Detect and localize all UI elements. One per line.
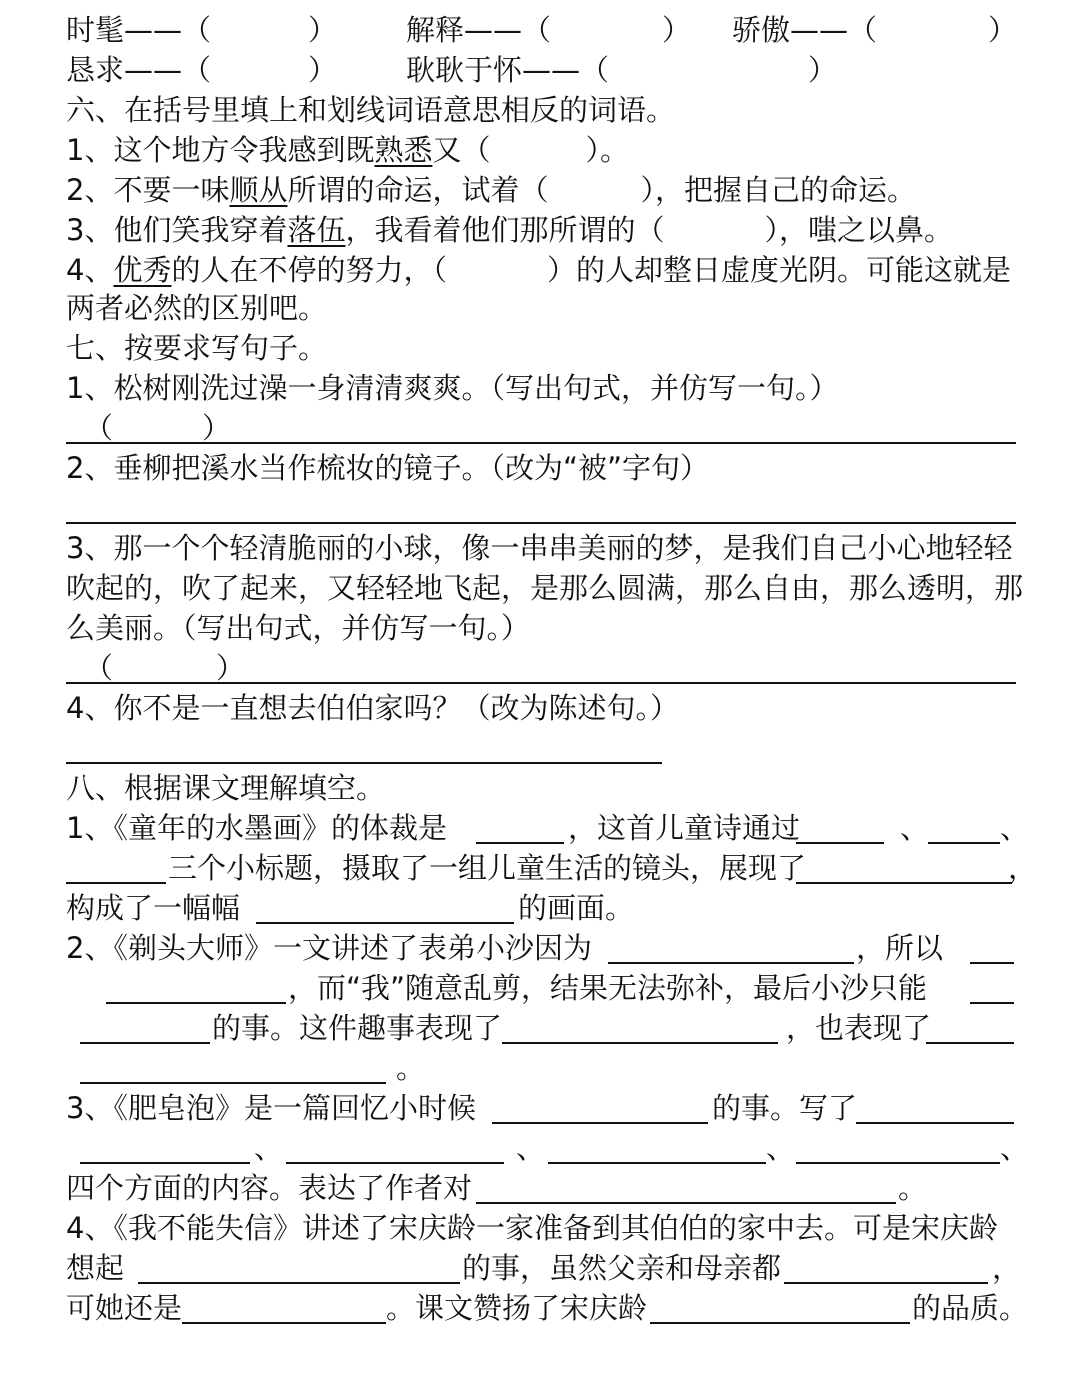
sec8-q1-text: 的画面。 (518, 891, 635, 925)
sec8-q2-text: 的事。这件趣事表现了 (212, 1011, 503, 1045)
sec8-q2-text: ，而“我”随意乱剪，结果无法弥补，最后小沙只能 (288, 971, 928, 1005)
sec8-q3-text: 的事。写了 (712, 1091, 858, 1125)
section-8-heading: 八、根据课文理解填空。 (66, 771, 386, 805)
sec8-q1-text: ， (1008, 851, 1038, 885)
fill-blank[interactable] (66, 882, 166, 884)
fill-blank[interactable] (182, 1322, 386, 1324)
sec8-q4-text: ， (992, 1251, 1022, 1285)
sec8-q2-text: ，也表现了 (786, 1011, 932, 1045)
pattern-paren-open: （ (84, 411, 114, 445)
fill-blank[interactable] (796, 882, 1012, 884)
sec6-question-2: 2、不要一味顺从所谓的命运，试着（ ），把握自己的命运。 (66, 173, 916, 207)
vocab-close-paren: ） (308, 13, 338, 47)
sec8-q1-text: 构成了一幅幅 (66, 891, 241, 925)
sec8-q2-text: 2、《剃头大师》一文讲述了表弟小沙因为 (66, 931, 592, 965)
sec7-question-3-line1: 3、那一个个轻清脆丽的小球，像一串串美丽的梦，是我们自己小心地轻轻 (66, 531, 1013, 565)
fill-blank[interactable] (476, 842, 564, 844)
sec8-q3-text: 。 (898, 1171, 928, 1205)
sec8-q4-text: 想起 (66, 1251, 125, 1285)
section-7-heading: 七、按要求写句子。 (66, 331, 328, 365)
sec6-question-1: 1、这个地方令我感到既熟悉又（ ）。 (66, 133, 629, 167)
pattern-paren-open: （ (84, 651, 114, 685)
vocab-item-jieshi: 解释——（ (406, 13, 552, 47)
pattern-paren-close: ） (216, 651, 246, 685)
pattern-paren-close: ） (202, 411, 232, 445)
sec7-question-2: 2、垂柳把溪水当作梳妆的镜子。（改为“被”字句） (66, 451, 709, 485)
fill-blank[interactable] (970, 1002, 1014, 1004)
separator: 、 (516, 1131, 546, 1165)
sec7-question-1: 1、松树刚洗过澡一身清清爽爽。（写出句式，并仿写一句。） (66, 371, 839, 405)
sec8-q1-text: ，这首儿童诗通过 (568, 811, 801, 845)
separator: 、 (254, 1131, 284, 1165)
fill-blank[interactable] (650, 1322, 910, 1324)
fill-blank[interactable] (970, 962, 1014, 964)
underlined-word: 熟悉 (374, 133, 433, 167)
vocab-close-paren: ） (662, 13, 692, 47)
vocab-item-kenqiu: 恳求——（ (66, 53, 212, 87)
fill-blank[interactable] (926, 1042, 1014, 1044)
vocab-close-paren: ） (988, 13, 1018, 47)
underlined-word: 落伍 (287, 213, 346, 247)
sec7-question-4: 4、你不是一直想去伯伯家吗？（改为陈述句。） (66, 691, 679, 725)
sec8-q2-text: ，所以 (856, 931, 944, 965)
fill-blank[interactable] (856, 1122, 1014, 1124)
fill-blank[interactable] (796, 842, 884, 844)
fill-blank[interactable] (796, 1162, 1000, 1164)
fill-blank[interactable] (928, 842, 1000, 844)
sec6-question-3: 3、他们笑我穿着落伍，我看着他们那所谓的（ ），嗤之以鼻。 (66, 213, 953, 247)
fill-blank[interactable] (138, 1282, 460, 1284)
sec8-q4-text: 可她还是 (66, 1291, 183, 1325)
fill-blank[interactable] (256, 922, 514, 924)
vocab-label: 时髦——（ (66, 13, 212, 47)
fill-blank[interactable] (608, 962, 854, 964)
fill-blank[interactable] (492, 1122, 708, 1124)
answer-line[interactable] (66, 522, 1016, 524)
vocab-close-paren: ） (808, 53, 838, 87)
sec7-question-3-line3: 么美丽。（写出句式，并仿写一句。） (66, 611, 531, 645)
section-6-heading: 六、在括号里填上和划线词语意思相反的词语。 (66, 93, 676, 127)
answer-line[interactable] (66, 762, 662, 764)
sec8-q3-text: 3、《肥皂泡》是一篇回忆小时候 (66, 1091, 476, 1125)
sec8-q4-text: 的品质。 (912, 1291, 1029, 1325)
vocab-item-jiaoao: 骄傲——（ (732, 13, 878, 47)
sec8-q1-text: 三个小标题，摄取了一组儿童生活的镜头，展现了 (168, 851, 807, 885)
vocab-close-paren: ） (308, 53, 338, 87)
fill-blank[interactable] (784, 1282, 988, 1284)
sec6-question-4: 4、优秀的人在不停的努力，（ ）的人却整日虚度光阴。可能这就是 (66, 253, 1011, 287)
sec8-q4-text: 。课文赞扬了宋庆龄 (386, 1291, 648, 1325)
underlined-word: 顺从 (229, 173, 288, 207)
sec7-question-3-line2: 吹起的，吹了起来，又轻轻地飞起，是那么圆满，那么自由，那么透明，那 (66, 571, 1024, 605)
fill-blank[interactable] (80, 1042, 210, 1044)
sec8-q1-text: 、 (1000, 811, 1030, 845)
sec8-q1-text: 、 (900, 811, 930, 845)
separator: 、 (766, 1131, 796, 1165)
underlined-word: 优秀 (113, 253, 172, 287)
sec6-question-4-cont: 两者必然的区别吧。 (66, 291, 328, 325)
fill-blank[interactable] (106, 1002, 286, 1004)
sec8-q4-line1: 4、《我不能失信》讲述了宋庆龄一家准备到其伯伯的家中去。可是宋庆龄 (66, 1211, 998, 1245)
fill-blank[interactable] (548, 1162, 766, 1164)
fill-blank[interactable] (476, 1202, 896, 1204)
answer-line[interactable] (66, 442, 1016, 444)
answer-line[interactable] (66, 682, 1016, 684)
fill-blank[interactable] (502, 1042, 778, 1044)
vocab-item-genggeng: 耿耿于怀——（ (406, 53, 610, 87)
vocab-item-shimao (66, 12, 211, 48)
sec8-q4-text: 的事，虽然父亲和母亲都 (462, 1251, 782, 1285)
sec8-q3-text: 四个方面的内容。表达了作者对 (66, 1171, 473, 1205)
sec8-q2-text: 。 (396, 1051, 426, 1085)
separator: 、 (1000, 1131, 1030, 1165)
fill-blank[interactable] (80, 1082, 386, 1084)
sec8-q1-text: 1、《童年的水墨画》的体裁是 (66, 811, 447, 845)
fill-blank[interactable] (286, 1162, 504, 1164)
fill-blank[interactable] (80, 1162, 250, 1164)
